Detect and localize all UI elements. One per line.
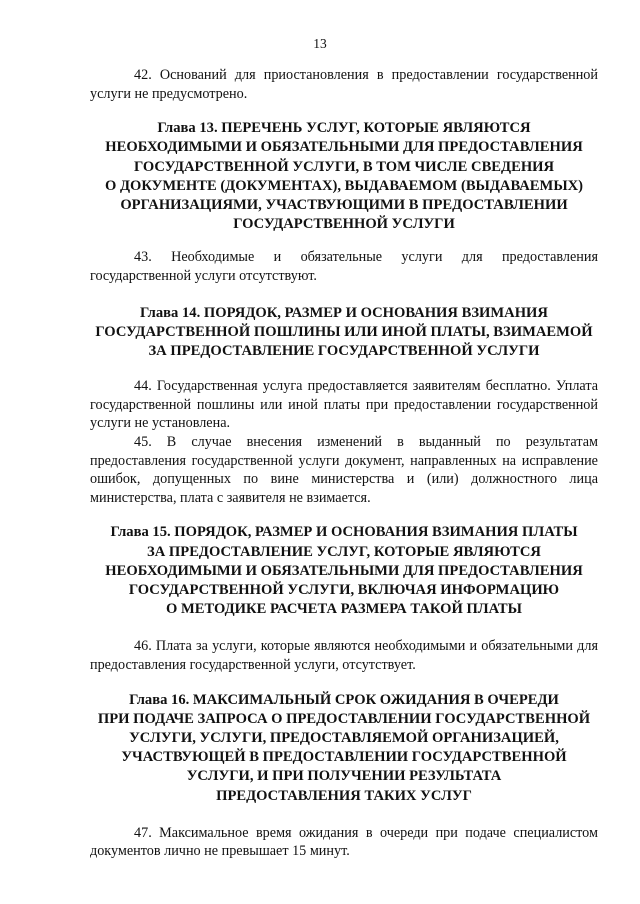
heading-line: О МЕТОДИКЕ РАСЧЕТА РАЗМЕРА ТАКОЙ ПЛАТЫ [165, 601, 523, 618]
heading-line: ОРГАНИЗАЦИЯМИ, УЧАСТВУЮЩИМИ В ПРЕДОСТАВЛЕНИИ [120, 197, 568, 213]
heading-line: ЗА ПРЕДОСТАВЛЕНИЕ ГОСУДАРСТВЕННОЙ УСЛУГИ [148, 343, 540, 359]
heading-line: НЕОБХОДИМЫМИ И ОБЯЗАТЕЛЬНЫМИ ДЛЯ ПРЕДОСТАВЛЕНИЯ [105, 562, 583, 579]
heading-line: НЕОБХОДИМЫМИ И ОБЯЗАТЕЛЬНЫМИ ДЛЯ ПРЕДОСТАВЛЕНИЯ [105, 139, 583, 156]
heading-line: ГОСУДАРСТВЕННОЙ ПОШЛИНЫ ИЛИ ИНОЙ ПЛАТЫ, ВЗИМАЕМОЙ [95, 323, 593, 340]
heading-line: О ДОКУМЕНТЕ (ДОКУМЕНТАХ), ВЫДАВАЕМОМ (ВЫДАВАЕМЫХ) [104, 177, 584, 194]
chapter-14-heading [90, 304, 598, 362]
paragraph-46: 46. Плата за услуги, которые являются необходимыми и обязательными для предоставления государственной услуги, отсутствует. [90, 638, 598, 673]
heading-line: УСЛУГИ, И ПРИ ПОЛУЧЕНИИ РЕЗУЛЬТАТА [186, 768, 502, 785]
heading-line: ГОСУДАРСТВЕННОЙ УСЛУГИ [233, 216, 455, 233]
heading-line: ЗА ПРЕДОСТАВЛЕНИЕ УСЛУГ, КОТОРЫЕ ЯВЛЯЮТСЯ [147, 543, 541, 560]
paragraph-47: 47. Максимальное время ожидания в очереди при подаче специалистом документов лично не превышает 15 минут. [90, 824, 598, 860]
heading-line: ПРЕДОСТАВЛЕНИЯ ТАКИХ УСЛУГ [216, 787, 472, 804]
heading-line: ПРИ ПОДАЧЕ ЗАПРОСА О ПРЕДОСТАВЛЕНИИ ГОСУДАРСТВЕННОЙ [97, 710, 591, 727]
paragraph-44: 44. Государственная услуга предоставляется заявителям бесплатно. Уплата государственной пошлины или иной платы при предоставлении государственной услуги не установлена. [90, 378, 598, 432]
heading-line: ГОСУДАРСТВЕННОЙ УСЛУГИ, В ТОМ ЧИСЛЕ СВЕДЕНИЯ [133, 158, 555, 175]
page-number: 13 [313, 36, 327, 51]
heading-line: Глава 15. ПОРЯДОК, РАЗМЕР И ОСНОВАНИЯ ВЗИМАНИЯ ПЛАТЫ [110, 524, 578, 541]
paragraph-43: 43. Необходимые и обязательные услуги для предоставления государственной услуги отсутствуют. [90, 249, 598, 284]
heading-line: Глава 14. ПОРЯДОК, РАЗМЕР И ОСНОВАНИЯ ВЗИМАНИЯ [140, 304, 548, 321]
heading-line: ГОСУДАРСТВЕННОЙ УСЛУГИ, ВКЛЮЧАЯ ИНФОРМАЦИЮ [128, 581, 560, 598]
heading-line: Глава 13. ПЕРЕЧЕНЬ УСЛУГ, КОТОРЫЕ ЯВЛЯЮТСЯ [157, 120, 531, 137]
chapter-13-heading [90, 119, 598, 234]
document-body [90, 66, 598, 861]
chapter-16-heading [90, 691, 598, 806]
paragraph-42: 42. Оснований для приостановления в предоставлении государственной услуги не предусмотрено. [90, 67, 598, 102]
heading-line: УЧАСТВУЮЩЕЙ В ПРЕДОСТАВЛЕНИИ ГОСУДАРСТВЕННОЙ [121, 749, 567, 766]
paragraph-45: 45. В случае внесения изменений в выданный по результатам предоставления государственной услуги документ, направленных на исправление ошибок, допущенных по вине министерства и (или) должностного лица министерства, плата с заявителя не взимается. [90, 433, 598, 506]
heading-line: Глава 16. МАКСИМАЛЬНЫЙ СРОК ОЖИДАНИЯ В ОЧЕРЕДИ [129, 691, 559, 708]
chapter-15-heading [90, 523, 598, 619]
heading-line: УСЛУГИ, УСЛУГИ, ПРЕДОСТАВЛЯЕМОЙ ОРГАНИЗАЦИЕЙ, [129, 729, 559, 746]
